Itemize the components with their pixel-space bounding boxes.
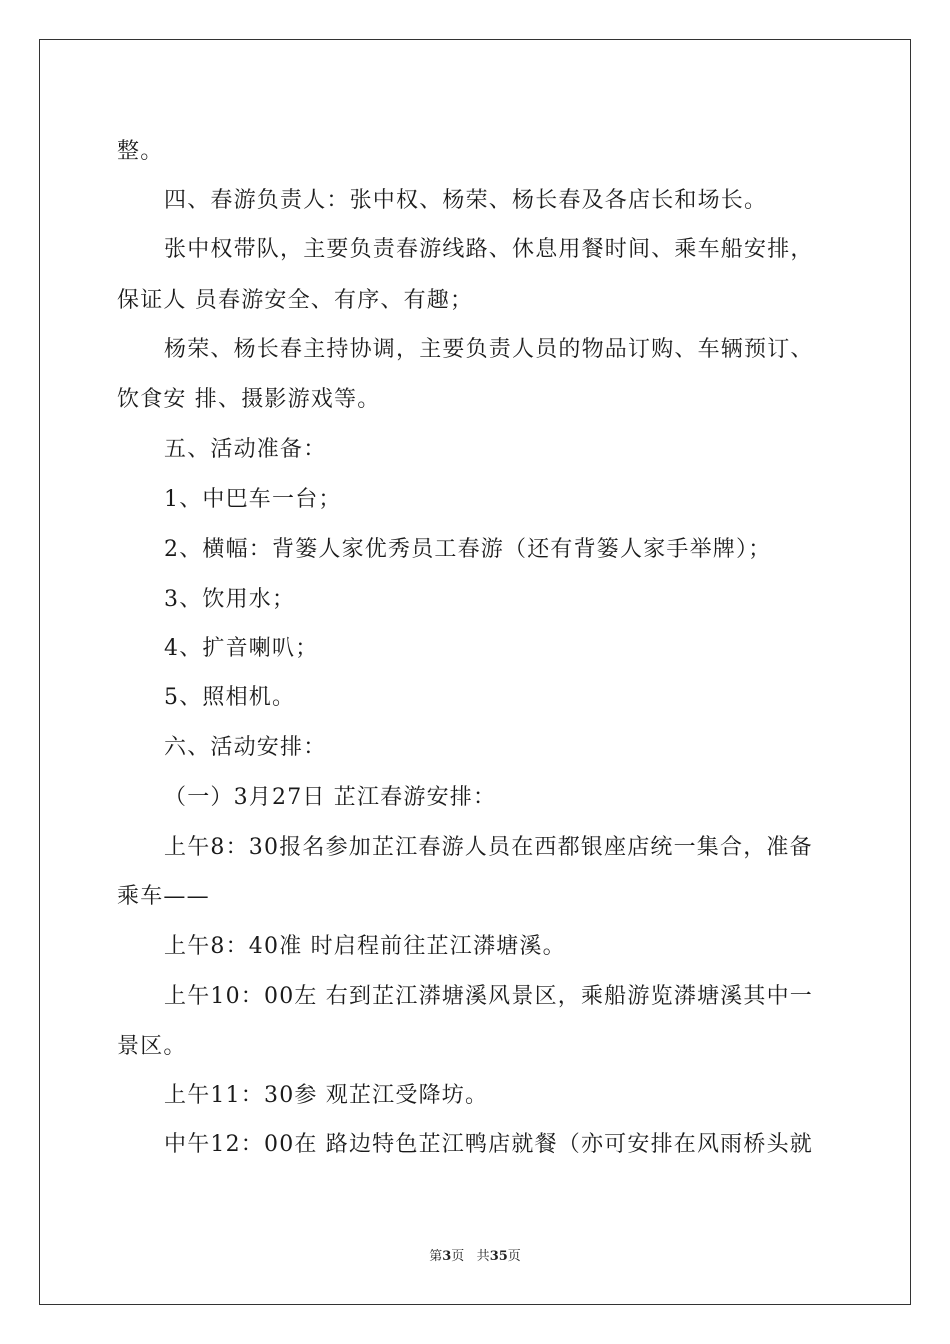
page-border xyxy=(39,39,911,1305)
text-line: 上午10：00左 右到芷江漭塘溪风景区，乘船游览漭塘溪其中一 xyxy=(164,984,813,1009)
text-line: 上午11：30参 观芷江受降坊。 xyxy=(164,1083,489,1108)
total-suffix: 页 xyxy=(507,1249,521,1264)
text-line: 整。 xyxy=(117,139,164,164)
text-line: 上午8：30报名参加芷江春游人员在西都银座店统一集合，准备 xyxy=(164,835,813,860)
list-item: 1、中巴车一台； xyxy=(164,487,342,512)
text-line: 杨荣、杨长春主持协调，主要负责人员的物品订购、车辆预订、 xyxy=(164,337,814,362)
text-line: 四、春游负责人：张中权、杨荣、杨长春及各店长和场长。 xyxy=(164,188,768,213)
page-prefix: 第 xyxy=(429,1249,443,1264)
list-item: 2、横幅：背篓人家优秀员工春游（还有背篓人家手举牌）； xyxy=(164,537,772,562)
page-suffix: 页 xyxy=(451,1249,465,1264)
section-heading: 六、活动安排： xyxy=(164,735,327,760)
text-line: 张中权带队，主要负责春游线路、休息用餐时间、乘车船安排， xyxy=(164,237,814,262)
page-number: 3 xyxy=(442,1249,452,1264)
sub-heading: （一）3月27日 芷江春游安排： xyxy=(164,785,497,810)
text-line: 景区。 xyxy=(117,1034,187,1059)
list-item: 5、照相机。 xyxy=(164,685,296,710)
page-footer xyxy=(0,1248,950,1266)
list-item: 3、饮用水； xyxy=(164,587,296,612)
text-line: 上午8：40准 时启程前往芷江漭塘溪。 xyxy=(164,934,566,959)
total-prefix: 共 xyxy=(476,1249,490,1264)
total-pages: 35 xyxy=(489,1249,508,1264)
text-line: 乘车—— xyxy=(117,884,210,909)
section-heading: 五、活动准备： xyxy=(164,437,327,462)
list-item: 4、扩音喇叭； xyxy=(164,636,319,661)
text-line: 保证人 员春游安全、有序、有趣； xyxy=(117,288,474,313)
text-line: 饮食安 排、摄影游戏等。 xyxy=(117,387,381,412)
text-line: 中午12：00在 路边特色芷江鸭店就餐（亦可安排在风雨桥头就 xyxy=(164,1132,813,1157)
